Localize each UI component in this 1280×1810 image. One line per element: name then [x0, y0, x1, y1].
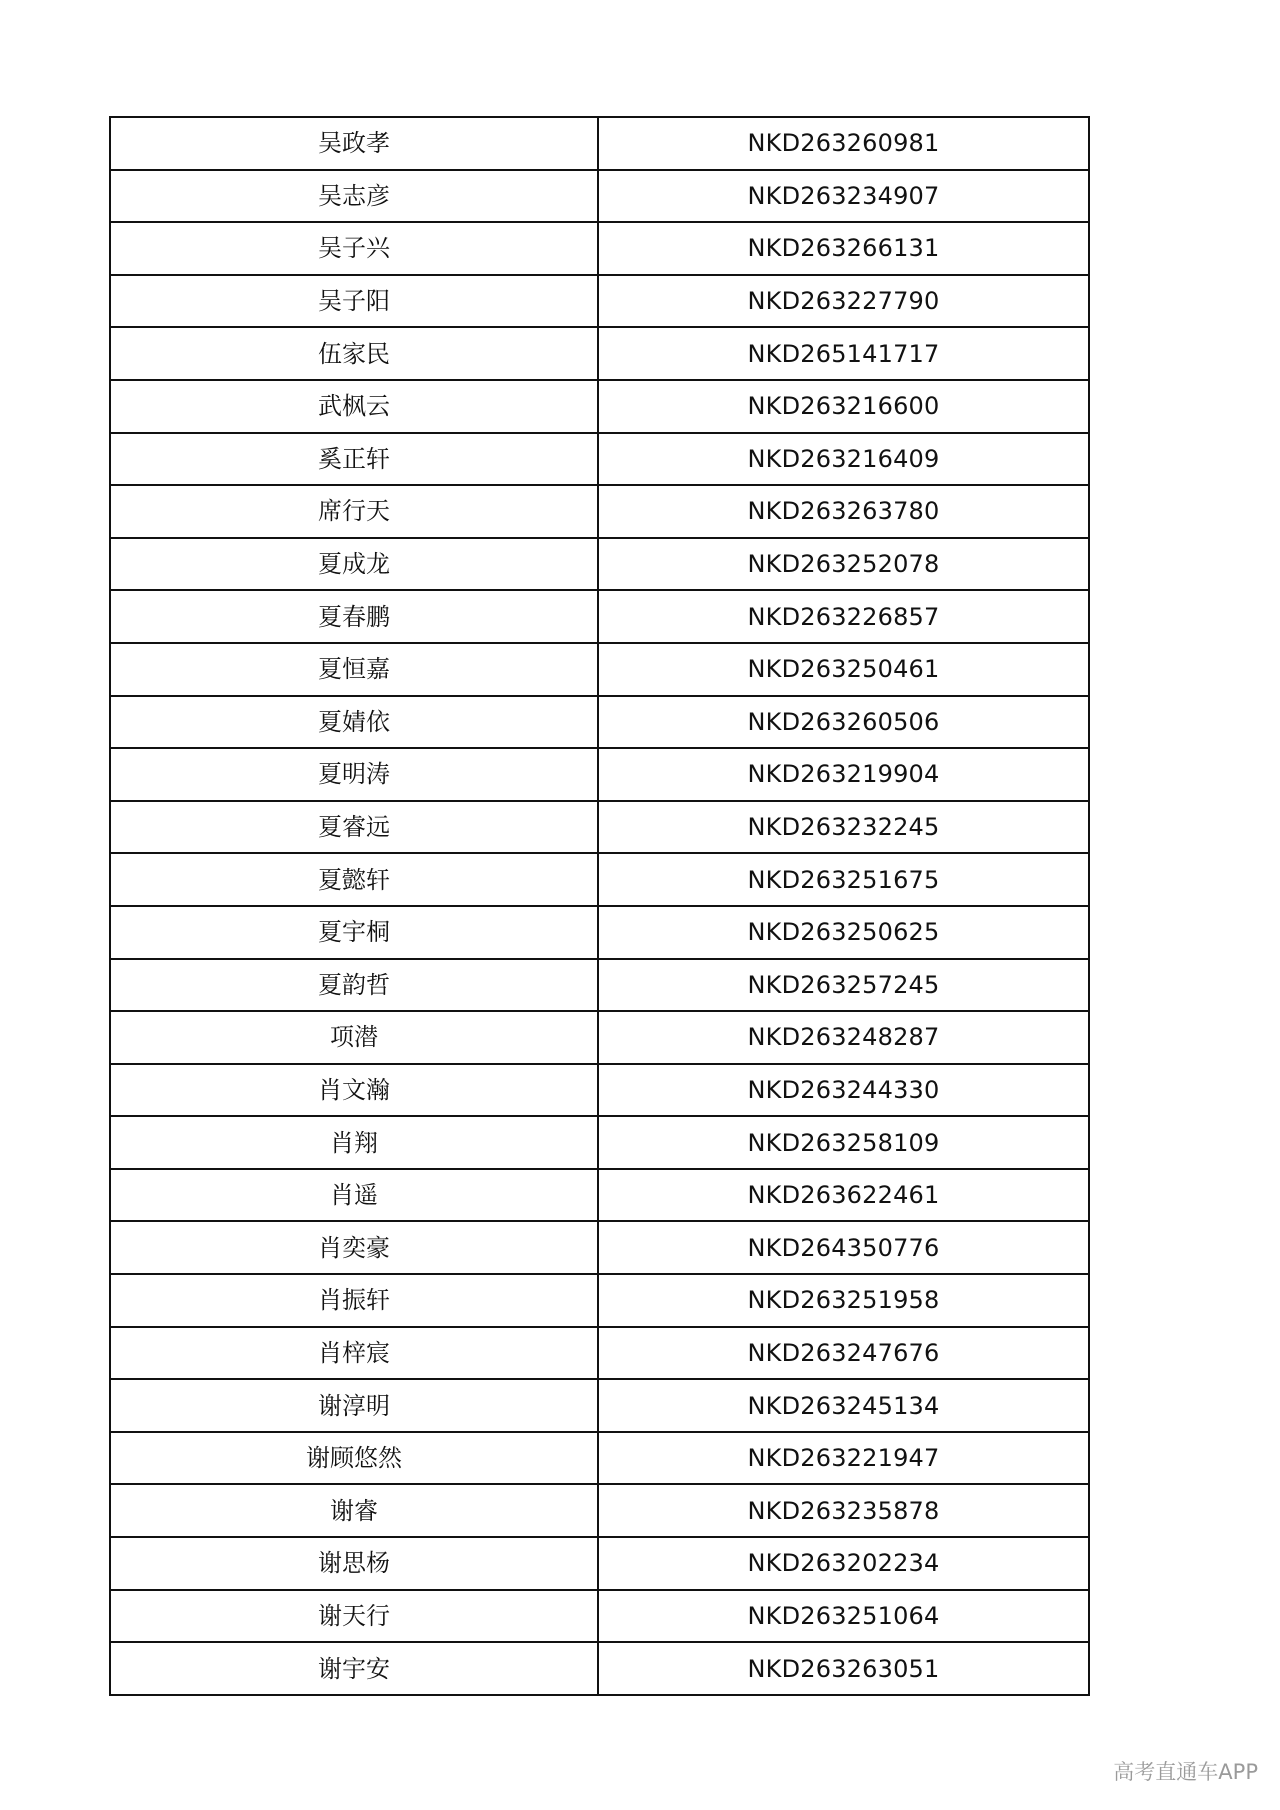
table-row — [110, 1537, 1089, 1590]
id-cell: NKD263232245 — [598, 801, 1089, 854]
name-cell: 吴志彦 — [110, 170, 598, 223]
id-cell: NKD263622461 — [598, 1169, 1089, 1222]
name-cell: 夏婧依 — [110, 696, 598, 749]
table-row — [110, 1011, 1089, 1064]
name-cell: 席行天 — [110, 485, 598, 538]
id-cell: NKD263234907 — [598, 170, 1089, 223]
id-cell: NKD263245134 — [598, 1379, 1089, 1432]
table-row — [110, 643, 1089, 696]
name-cell: 吴子阳 — [110, 275, 598, 328]
name-cell: 肖奕豪 — [110, 1221, 598, 1274]
name-cell: 谢顾悠然 — [110, 1432, 598, 1485]
id-cell: NKD263266131 — [598, 222, 1089, 275]
id-cell: NKD263219904 — [598, 748, 1089, 801]
id-cell: NKD263216409 — [598, 433, 1089, 486]
name-cell: 谢思杨 — [110, 1537, 598, 1590]
id-cell: NKD263247676 — [598, 1327, 1089, 1380]
name-cell: 肖文瀚 — [110, 1064, 598, 1117]
id-cell: NKD263258109 — [598, 1116, 1089, 1169]
name-cell: 伍家民 — [110, 327, 598, 380]
table-row — [110, 1379, 1089, 1432]
name-cell: 项潜 — [110, 1011, 598, 1064]
id-cell: NKD263263780 — [598, 485, 1089, 538]
id-cell: NKD263263051 — [598, 1642, 1089, 1695]
table-row — [110, 485, 1089, 538]
name-cell: 武枫云 — [110, 380, 598, 433]
table-row — [110, 1221, 1089, 1274]
table-row — [110, 696, 1089, 749]
table-row — [110, 170, 1089, 223]
name-cell: 吴政孝 — [110, 117, 598, 170]
table-row — [110, 1327, 1089, 1380]
id-cell: NKD263202234 — [598, 1537, 1089, 1590]
id-cell: NKD263250625 — [598, 906, 1089, 959]
id-cell: NKD263244330 — [598, 1064, 1089, 1117]
name-cell: 夏恒嘉 — [110, 643, 598, 696]
table-row — [110, 1432, 1089, 1485]
id-cell: NKD263260506 — [598, 696, 1089, 749]
roster-table — [109, 116, 1090, 1696]
table-row — [110, 959, 1089, 1012]
table-row — [110, 1116, 1089, 1169]
table-row — [110, 1274, 1089, 1327]
id-cell: NKD265141717 — [598, 327, 1089, 380]
table-row — [110, 538, 1089, 591]
id-cell: NKD263251958 — [598, 1274, 1089, 1327]
id-cell: NKD263235878 — [598, 1484, 1089, 1537]
name-cell: 谢宇安 — [110, 1642, 598, 1695]
name-cell: 吴子兴 — [110, 222, 598, 275]
id-cell: NKD263216600 — [598, 380, 1089, 433]
table-row — [110, 748, 1089, 801]
name-cell: 夏明涛 — [110, 748, 598, 801]
table-row — [110, 1642, 1089, 1695]
table-row — [110, 1484, 1089, 1537]
id-cell: NKD263248287 — [598, 1011, 1089, 1064]
table-row — [110, 906, 1089, 959]
name-cell: 肖振轩 — [110, 1274, 598, 1327]
table-row — [110, 1590, 1089, 1643]
id-cell: NKD263226857 — [598, 590, 1089, 643]
id-cell: NKD263250461 — [598, 643, 1089, 696]
name-cell: 夏宇桐 — [110, 906, 598, 959]
table-row — [110, 117, 1089, 170]
table-row — [110, 1169, 1089, 1222]
roster-table-body — [110, 117, 1089, 1695]
id-cell: NKD263251675 — [598, 853, 1089, 906]
id-cell: NKD264350776 — [598, 1221, 1089, 1274]
table-row — [110, 275, 1089, 328]
name-cell: 谢睿 — [110, 1484, 598, 1537]
id-cell: NKD263257245 — [598, 959, 1089, 1012]
table-row — [110, 380, 1089, 433]
name-cell: 谢淳明 — [110, 1379, 598, 1432]
id-cell: NKD263227790 — [598, 275, 1089, 328]
name-cell: 肖遥 — [110, 1169, 598, 1222]
name-cell: 夏成龙 — [110, 538, 598, 591]
id-cell: NKD263260981 — [598, 117, 1089, 170]
name-cell: 夏懿轩 — [110, 853, 598, 906]
name-cell: 夏春鹏 — [110, 590, 598, 643]
table-row — [110, 1064, 1089, 1117]
name-cell: 夏韵哲 — [110, 959, 598, 1012]
name-cell: 肖翔 — [110, 1116, 598, 1169]
watermark-text: 高考直通车APP — [1113, 1760, 1258, 1784]
table-row — [110, 590, 1089, 643]
id-cell: NKD263251064 — [598, 1590, 1089, 1643]
table-row — [110, 801, 1089, 854]
name-cell: 奚正轩 — [110, 433, 598, 486]
table-row — [110, 222, 1089, 275]
table-row — [110, 327, 1089, 380]
id-cell: NKD263221947 — [598, 1432, 1089, 1485]
table-row — [110, 853, 1089, 906]
table-row — [110, 433, 1089, 486]
id-cell: NKD263252078 — [598, 538, 1089, 591]
name-cell: 夏睿远 — [110, 801, 598, 854]
name-cell: 肖梓宸 — [110, 1327, 598, 1380]
name-cell: 谢天行 — [110, 1590, 598, 1643]
